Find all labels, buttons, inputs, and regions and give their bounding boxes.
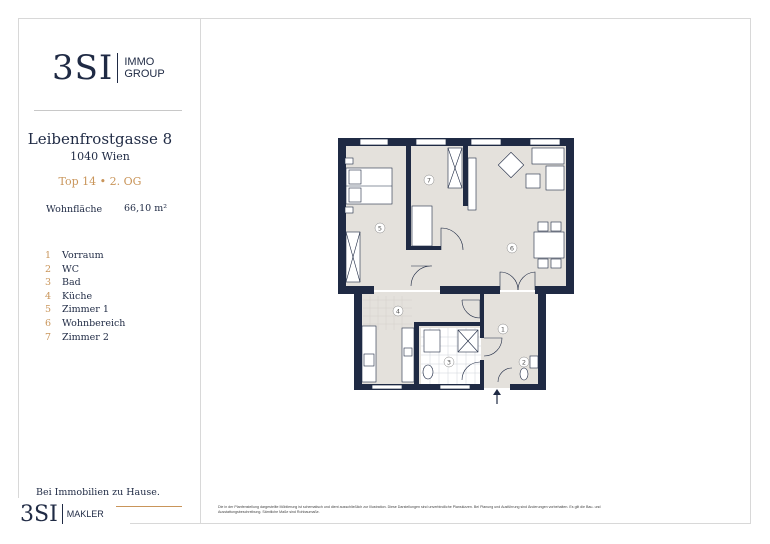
legend-row: [45, 303, 125, 317]
legend-label: Vorraum: [62, 250, 104, 261]
address-street: Leibenfrostgasse 8: [27, 130, 173, 148]
plan-label-6: 6: [509, 244, 515, 253]
plan-label-5: 5: [377, 224, 383, 233]
plan-label-2: 2: [521, 358, 527, 367]
legend-number: 2: [45, 263, 52, 275]
footer-accent-line: [116, 506, 182, 507]
logo-main-text: 3SI: [52, 48, 114, 88]
plan-label-1: 1: [500, 325, 506, 334]
footer-logo-separator: [62, 504, 63, 524]
footer-logo: [18, 498, 130, 530]
legend-row: [45, 276, 125, 290]
sidebar-divider: [200, 18, 201, 524]
legend-row: [45, 290, 125, 304]
legend-number: 3: [45, 277, 52, 289]
legend-row: [45, 249, 125, 263]
legend-number: 4: [45, 290, 52, 302]
entrance-arrow-icon: [493, 389, 501, 404]
legend-label: Küche: [62, 290, 93, 302]
legend-label: Bad: [62, 277, 81, 289]
legend-row: [45, 263, 125, 277]
legend-label: Wohnbereich: [62, 317, 126, 329]
legend-number: 5: [45, 304, 52, 316]
logo-subtext: [124, 56, 164, 80]
area-value: 66,10 m²: [124, 203, 168, 214]
plan-label-7: 7: [426, 176, 432, 185]
company-logo: [52, 48, 165, 88]
plan-label-4: 4: [395, 307, 401, 316]
logo-sub-line1: IMMO: [124, 56, 155, 68]
legend-label: Zimmer 2: [62, 331, 109, 343]
address-city: 1040 Wien: [70, 150, 130, 163]
area-label: Wohnfläche: [46, 204, 103, 215]
legend-label: WC: [62, 263, 80, 275]
legend-row: [45, 317, 125, 331]
legend-number: 7: [45, 331, 52, 343]
footer-logo-main: 3SI: [20, 501, 58, 527]
slogan: Bei Immobilien zu Hause.: [36, 487, 160, 498]
floor-plan: [330, 130, 576, 406]
disclaimer-text: Die in der Planfenstellung dargestellte Möblierung ist schematisch und dient ausschließlich zur Illustration. Diese Darstellungen sind unverbindliche Planskizzen. Bei Planung und Ausführung sind Änderungen vorbehalten. Es gilt die Bau- und Ausstattungsbeschreibung. Sämtliche Maße sind Rohbaumaße.: [218, 505, 601, 514]
plan-label-3: 3: [446, 358, 452, 367]
legend-number: 1: [45, 250, 52, 261]
legend-label: Zimmer 1: [62, 304, 109, 316]
logo-separator: [117, 53, 118, 83]
sidebar-rule: [34, 110, 182, 111]
footer-logo-sub: MAKLER: [66, 509, 104, 519]
room-legend: [45, 249, 125, 344]
legend-number: 6: [45, 317, 52, 329]
logo-sub-line2: GROUP: [124, 68, 165, 80]
legend-row: [45, 331, 125, 345]
unit-label: Top 14 • 2. OG: [58, 175, 142, 188]
